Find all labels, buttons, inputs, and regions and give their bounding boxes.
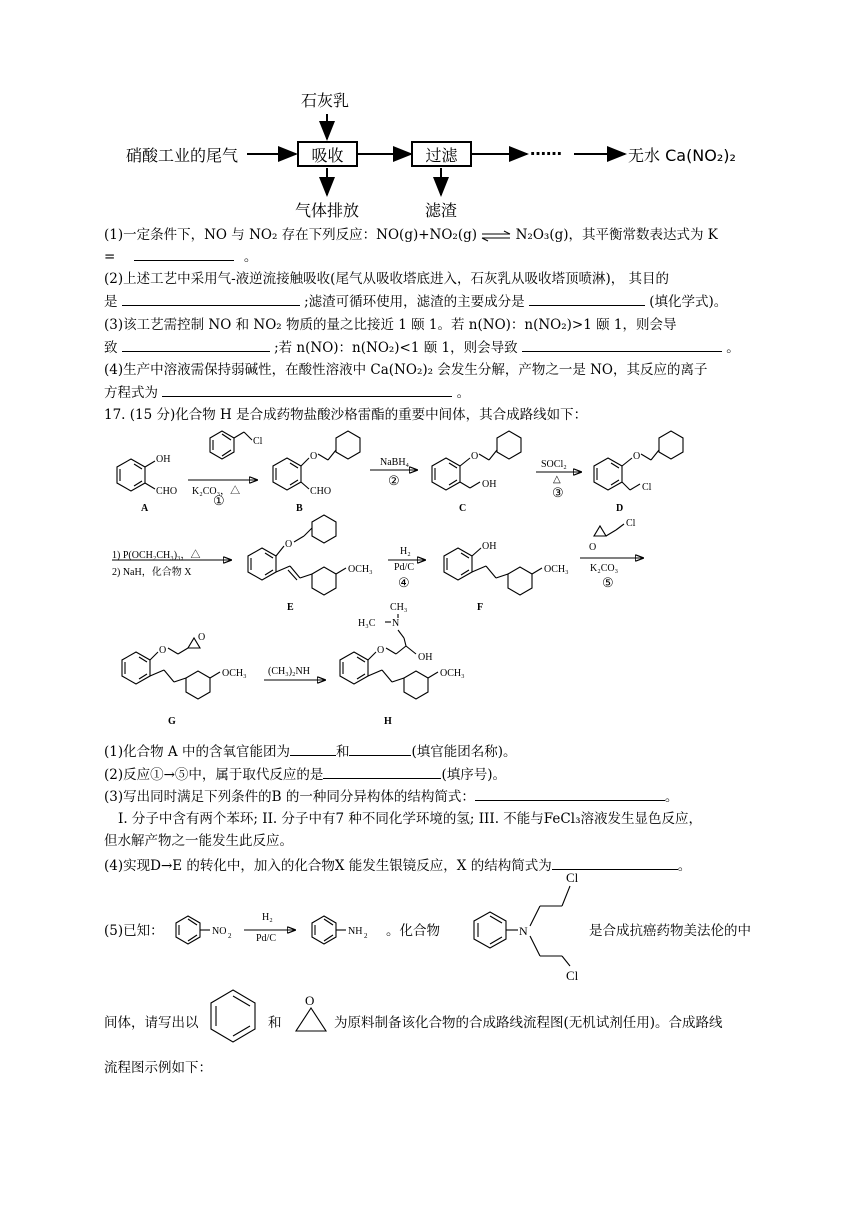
step-number-2: ② bbox=[388, 474, 400, 489]
reagent-step-de-2: 2) NaH，化合物 X bbox=[112, 567, 192, 578]
flow-ellipsis: …… bbox=[530, 140, 562, 159]
reagent-step-de-1: 1) P(OCH₂CH₃)₃，△ bbox=[112, 550, 201, 561]
svg-text:OH: OH bbox=[482, 541, 497, 552]
q17-q1-text-c: (填官能团名称)。 bbox=[411, 744, 517, 760]
reagent-step4-cat: Pd/C bbox=[394, 562, 415, 573]
q16-p4-text-b: 方程式为 bbox=[104, 385, 158, 401]
label-compound-c: C bbox=[459, 503, 467, 514]
label-compound-h: H bbox=[384, 716, 392, 727]
svg-text:O: O bbox=[377, 645, 385, 656]
svg-text:Cl: Cl bbox=[642, 482, 652, 493]
svg-text:Cl: Cl bbox=[253, 436, 263, 447]
svg-text:NH: NH bbox=[348, 926, 363, 937]
q16-p4-text-c: 。 bbox=[456, 385, 471, 401]
q16-part4-line1: (4)生产中溶液需保持弱碱性，在酸性溶液中 Ca(NO₂)₂ 会发生分解，产物之一是 NO，其反应的离子 bbox=[104, 362, 708, 378]
step-number-1: ① bbox=[213, 494, 225, 509]
svg-text:H₃C: H₃C bbox=[358, 618, 376, 629]
reagent-step2: NaBH₄ bbox=[380, 457, 410, 468]
svg-text:NO: NO bbox=[212, 926, 227, 937]
q17-q5-text-g: 流程图示例如下： bbox=[104, 1060, 212, 1076]
svg-text:2: 2 bbox=[364, 932, 368, 940]
label-compound-b: B bbox=[296, 503, 303, 514]
q16-p2-text-d: (填化学式)。 bbox=[649, 294, 728, 310]
flow-step-filter: 过滤 bbox=[411, 141, 472, 167]
reagent-step-gh: (CH₃)₂NH bbox=[268, 666, 310, 677]
q17-q1-text-b: 和 bbox=[335, 744, 350, 760]
q17-q5-text-a: (5)已知： bbox=[104, 923, 164, 939]
step-number-3: ③ bbox=[552, 486, 564, 501]
q17-q3-text-b: 。 bbox=[664, 789, 679, 805]
reagent-step1: K₂CO₃，△ bbox=[192, 486, 241, 497]
svg-text:O: O bbox=[633, 451, 641, 462]
flow-gas-out-label: 气体排放 bbox=[295, 201, 360, 220]
svg-text:OCH₃: OCH₃ bbox=[440, 668, 465, 679]
flow-step-absorb: 吸收 bbox=[297, 141, 358, 167]
label-compound-g: G bbox=[168, 716, 176, 727]
reagent-step3: SOCl₂ bbox=[541, 459, 567, 470]
svg-text:OH: OH bbox=[482, 479, 497, 490]
label-compound-a: A bbox=[141, 503, 149, 514]
q16-p3-text-c: ;若 n(NO)：n(NO₂)<1 颐 1，则会导致 bbox=[274, 340, 518, 356]
label-compound-d: D bbox=[616, 503, 624, 514]
svg-text:Cl: Cl bbox=[566, 870, 579, 885]
svg-text:OCH₃: OCH₃ bbox=[222, 668, 247, 679]
flow-product-label: 无水 Ca(NO₂)₂ bbox=[628, 146, 736, 165]
q16-p2-text-c: ;滤渣可循环使用，滤渣的主要成分是 bbox=[304, 294, 525, 310]
q17-q5-text-c: 是合成抗癌药物美法伦的中 bbox=[589, 923, 751, 939]
q17-q4-text-a: (4)实现D→E 的转化中，加入的化合物X 能发生银镜反应，X 的结构简式为 bbox=[104, 858, 552, 874]
q16-p1-equals: = bbox=[104, 249, 116, 265]
svg-text:Cl: Cl bbox=[566, 968, 579, 983]
q17-q5-text-d: 间体，请写出以 bbox=[104, 1015, 199, 1031]
svg-text:OCH₃: OCH₃ bbox=[544, 564, 569, 575]
q16-p1-end: 。 bbox=[243, 249, 258, 265]
q17-title: 17. (15 分)化合物 H 是合成药物盐酸沙格雷酯的重要中间体，其合成路线如下： bbox=[104, 407, 588, 423]
svg-text:CH₃: CH₃ bbox=[390, 602, 408, 613]
q17-q2-text-b: (填序号)。 bbox=[441, 767, 506, 783]
svg-text:OCH₃: OCH₃ bbox=[348, 564, 373, 575]
flow-reagent-label: 石灰乳 bbox=[301, 91, 350, 110]
q17-q5-text-e: 和 bbox=[268, 1015, 282, 1031]
step-number-5: ⑤ bbox=[602, 576, 614, 591]
svg-text:O: O bbox=[589, 542, 597, 553]
q17-q4-text-b: 。 bbox=[677, 858, 692, 874]
flow-residue-label: 滤渣 bbox=[425, 201, 458, 220]
svg-text:Cl: Cl bbox=[626, 518, 636, 529]
q17-q1-text-a: (1)化合物 A 中的含氧官能团为 bbox=[104, 744, 290, 760]
svg-text:CHO: CHO bbox=[310, 486, 332, 497]
reagent-step3-heat: △ bbox=[553, 474, 561, 485]
q17-q3-conditions-cont: 但水解产物之一能发生此反应。 bbox=[104, 833, 293, 849]
svg-text:O: O bbox=[285, 539, 293, 550]
q16-p2-text-b: 是 bbox=[104, 294, 118, 310]
q17-q2-text-a: (2)反应①→⑤中，属于取代反应的是 bbox=[104, 767, 324, 783]
q16-part2-line1: (2)上述工艺中采用气-液逆流接触吸收(尾气从吸收塔底进入，石灰乳从吸收塔顶喷淋)， 其目的 bbox=[104, 271, 670, 287]
svg-text:O: O bbox=[471, 451, 479, 462]
svg-text:O: O bbox=[305, 993, 315, 1008]
label-compound-f: F bbox=[477, 602, 484, 613]
flow-input-label: 硝酸工业的尾气 bbox=[126, 146, 239, 165]
svg-text:O: O bbox=[310, 451, 318, 462]
svg-text:2: 2 bbox=[228, 932, 232, 940]
svg-text:OH: OH bbox=[418, 652, 433, 663]
q17-q3-conditions: I. 分子中含有两个苯环; II. 分子中有7 种不同化学环境的氢; III. 不能与FeCl₃溶液发生显色反应， bbox=[118, 811, 702, 827]
reagent-step4-h2: H₂ bbox=[400, 546, 411, 557]
q5-reagent-h2: H₂ bbox=[262, 912, 273, 923]
q16-part3-line1: (3)该工艺需控制 NO 和 NO₂ 物质的量之比接近 1 颐 1。若 n(NO)：n(NO₂)>1 颐 1，则会导 bbox=[104, 317, 677, 333]
q16-p1-text-a: (1)一定条件下，NO 与 NO₂ 存在下列反应：NO(g)+NO₂(g) bbox=[104, 227, 478, 243]
step-number-4: ④ bbox=[398, 576, 410, 591]
q16-p3-text-b: 致 bbox=[104, 340, 118, 356]
q5-reagent-cat: Pd/C bbox=[256, 933, 277, 944]
label-compound-e: E bbox=[287, 602, 294, 613]
svg-text:N: N bbox=[392, 618, 400, 629]
q16-p3-text-d: 。 bbox=[726, 340, 740, 356]
svg-text:CHO: CHO bbox=[156, 486, 178, 497]
q17-q5-text-f: 为原料制备该化合物的合成路线流程图(无机试剂任用)。合成路线 bbox=[334, 1015, 723, 1031]
svg-text:O: O bbox=[198, 632, 206, 643]
q16-p1-text-b: N₂O₃(g)，其平衡常数表达式为 K bbox=[515, 227, 718, 243]
svg-text:OH: OH bbox=[156, 454, 171, 465]
reagent-step5: K₂CO₃ bbox=[590, 563, 619, 574]
svg-text:N: N bbox=[519, 924, 528, 938]
q17-q3-text-a: (3)写出同时满足下列条件的B 的一种同分异构体的结构简式： bbox=[104, 789, 475, 805]
svg-text:O: O bbox=[159, 645, 167, 656]
q17-q5-text-b: 。化合物 bbox=[386, 923, 440, 939]
